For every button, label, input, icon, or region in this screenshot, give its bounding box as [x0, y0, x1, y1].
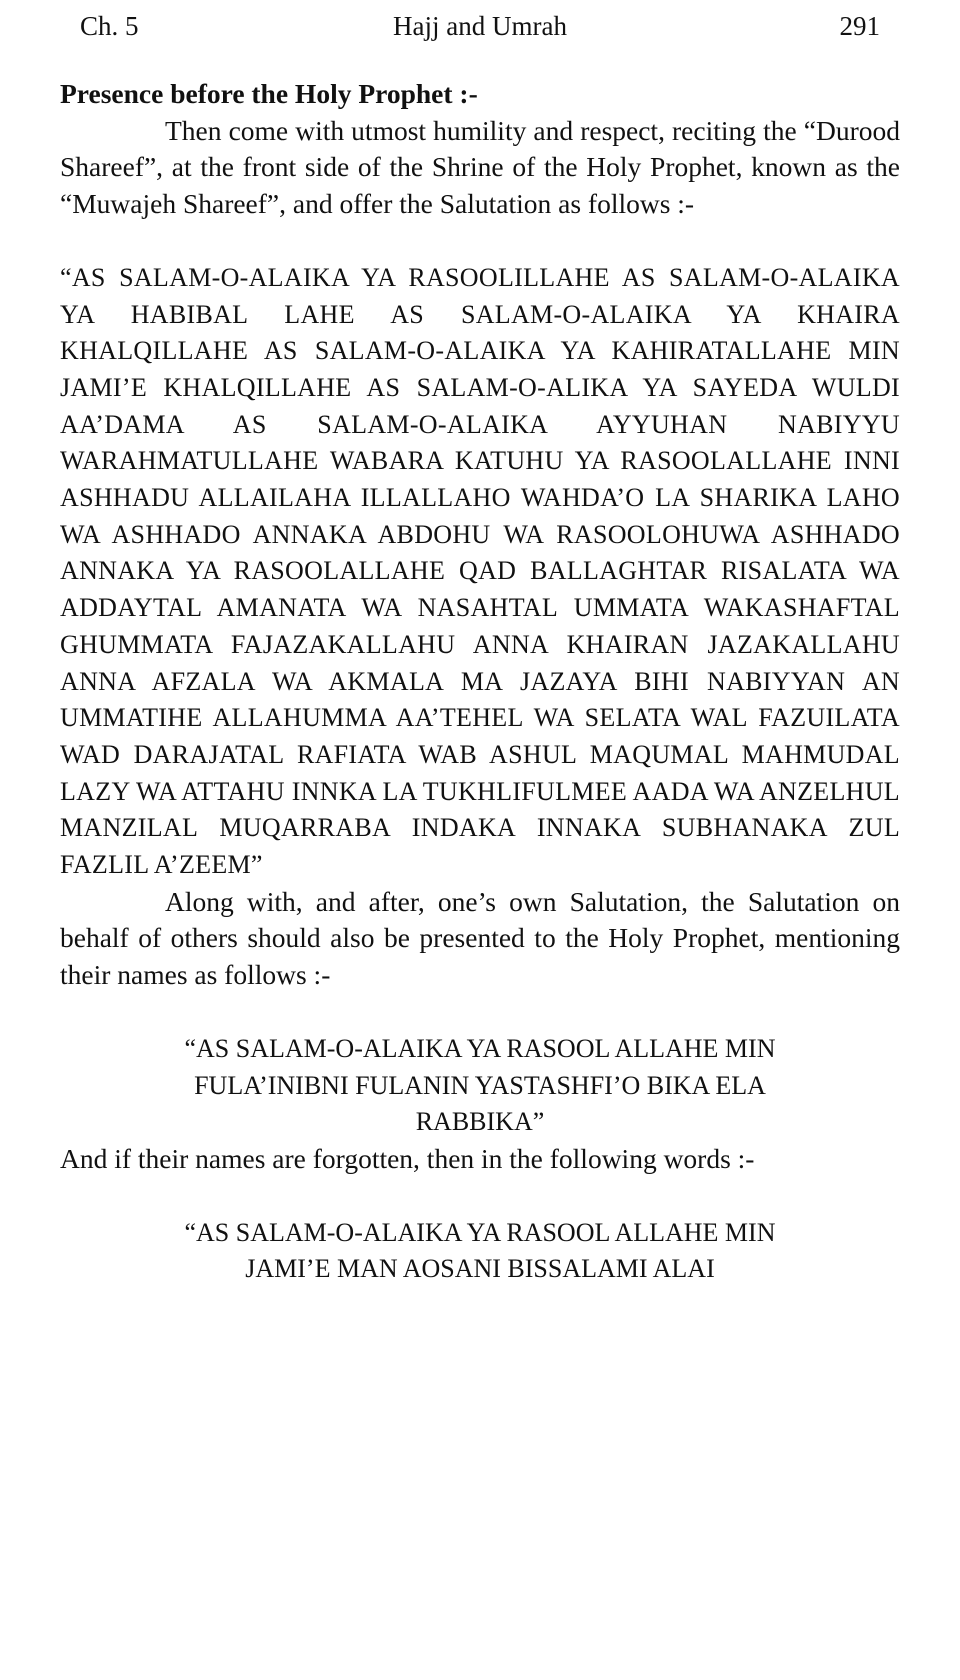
forgotten-salutation-line: JAMI’E MAN AOSANI BISSALAMI ALAI [245, 1254, 715, 1284]
others-salutation-line: “AS SALAM-O-ALAIKA YA RASOOL ALLAHE MIN [184, 1033, 776, 1063]
page-number: 291 [839, 11, 880, 41]
others-salutation [60, 1031, 900, 1141]
salutation-text: “AS SALAM-O-ALAIKA YA RASOOLILLAHE AS SALAM-O-ALAIKA YA HABIBAL LAHE AS SALAM-O-ALAIKA YA KHAIRA KHALQILLAHE AS SALAM-O-ALAIKA YA KAHIRATALLAHE MIN JAMI’E KHALQILLAHE AS SALAM-O-ALIKA YA SAYEDA WULDI AA’DAMA AS SALAM-O-ALAIKA AYYUHAN NABIYYU WARAHMATULLAHE WABARA KATUHU YA RASOOLALLAHE INNI ASHHADU ALLAILAHA ILLALLAHO WAHDA’O LA SHARIKA LAHO WA ASHHADO ANNAKA ABDOHU WA RASOOLOHUWA ASHHADO ANNAKA YA RASOOLALLAHE QAD BALLAGHTAR RISALATA WA ADDAYTAL AMANATA WA NASAHTAL UMMATA WAKASHAFTAL GHUMMATA FAJAZAKALLAHU ANNA KHAIRAN JAZAKALLAHU ANNA AFZALA WA AKMALA MA JAZAYA BIHI NABIYYAN AN UMMATIHE ALLAHUMMA AA’TEHEL WA SELATA WAL FAZUILATA WAD DARAJATAL RAFIATA WAB ASHUL MAQUMAL MAHMUDAL LAZY WA ATTAHU INNKA LA TUKHLIFULMEE AADA WA ANZELHUL MANZILAL MUQARRABA INDAKA INNAKA SUBHANAKA ZUL FAZLIL A’ZEEM” [60, 262, 900, 880]
forgotten-salutation [60, 1215, 900, 1288]
spacer [60, 994, 900, 1031]
others-salutation-line: RABBIKA” [415, 1107, 545, 1137]
intro-paragraph: Then come with utmost humility and respect, reciting the “Durood Shareef”, at the front side of the Shrine of the Holy Prophet, known as the “Muwajeh Shareef”, and offer the Salutation as follows :- [60, 114, 900, 220]
book-title: Hajj and Umrah [393, 11, 567, 41]
spacer [60, 1178, 900, 1215]
others-salutation-line: FULA’INIBNI FULANIN YASTASHFI’O BIKA ELA [194, 1070, 766, 1100]
spacer [60, 223, 900, 260]
forgotten-intro: And if their names are forgotten, then in the following words :- [60, 1142, 755, 1174]
section-heading: Presence before the Holy Prophet :- [60, 78, 478, 109]
page-body [60, 76, 900, 1288]
running-header [80, 6, 880, 46]
forgotten-salutation-line: “AS SALAM-O-ALAIKA YA RASOOL ALLAHE MIN [184, 1217, 776, 1247]
chapter-label: Ch. 5 [80, 11, 139, 41]
others-intro-paragraph: Along with, and after, one’s own Salutation, the Salutation on behalf of others should also be presented to the Holy Prophet, mentioning their names as follows :- [60, 885, 900, 991]
